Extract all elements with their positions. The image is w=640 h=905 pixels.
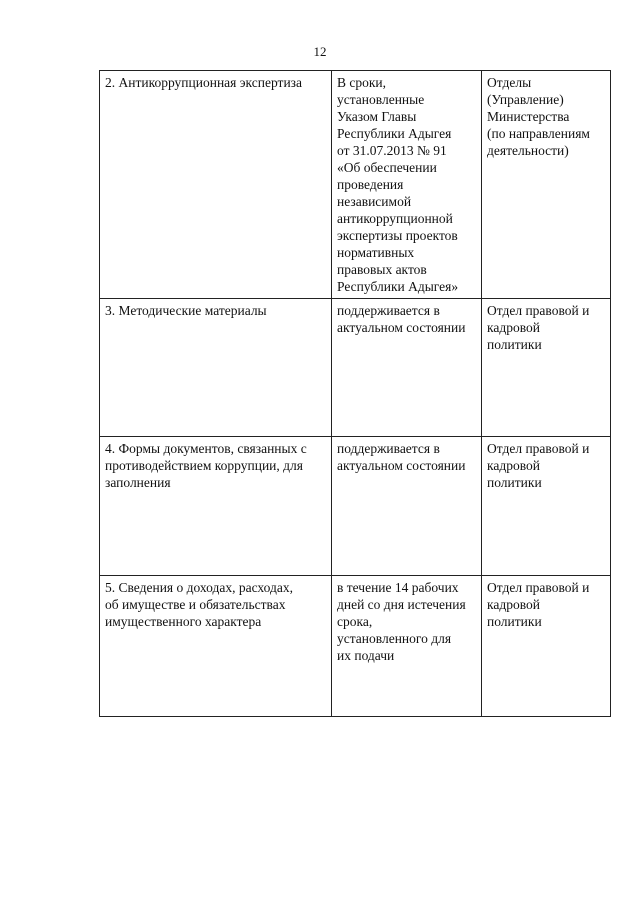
item-cell: 4. Формы документов, связанных с противодействием коррупции, для заполнения — [100, 437, 332, 576]
responsible-cell: Отделы (Управление) Министерства (по направлениям деятельности) — [482, 71, 611, 299]
item-cell: 5. Сведения о доходах, расходах, об имуществе и обязательствах имущественного характера — [100, 576, 332, 717]
item-cell: 2. Антикоррупционная экспертиза — [100, 71, 332, 299]
deadline-cell: поддерживается в актуальном состоянии — [332, 437, 482, 576]
table-row — [100, 71, 611, 299]
table-row — [100, 437, 611, 576]
anticorruption-table — [99, 70, 611, 717]
page-number: 12 — [313, 44, 327, 59]
responsible-cell: Отдел правовой и кадровой политики — [482, 576, 611, 717]
deadline-cell: поддерживается в актуальном состоянии — [332, 299, 482, 437]
responsible-cell: Отдел правовой и кадровой политики — [482, 437, 611, 576]
deadline-cell: В сроки, установленные Указом Главы Республики Адыгея от 31.07.2013 № 91 «Об обеспечении проведения независимой антикоррупционной экспертизы проектов нормативных правовых актов Республики Адыгея» — [332, 71, 482, 299]
responsible-cell: Отдел правовой и кадровой политики — [482, 299, 611, 437]
deadline-cell: в течение 14 рабочих дней со дня истечения срока, установленного для их подачи — [332, 576, 482, 717]
table-row — [100, 576, 611, 717]
item-cell: 3. Методические материалы — [100, 299, 332, 437]
table-row — [100, 299, 611, 437]
